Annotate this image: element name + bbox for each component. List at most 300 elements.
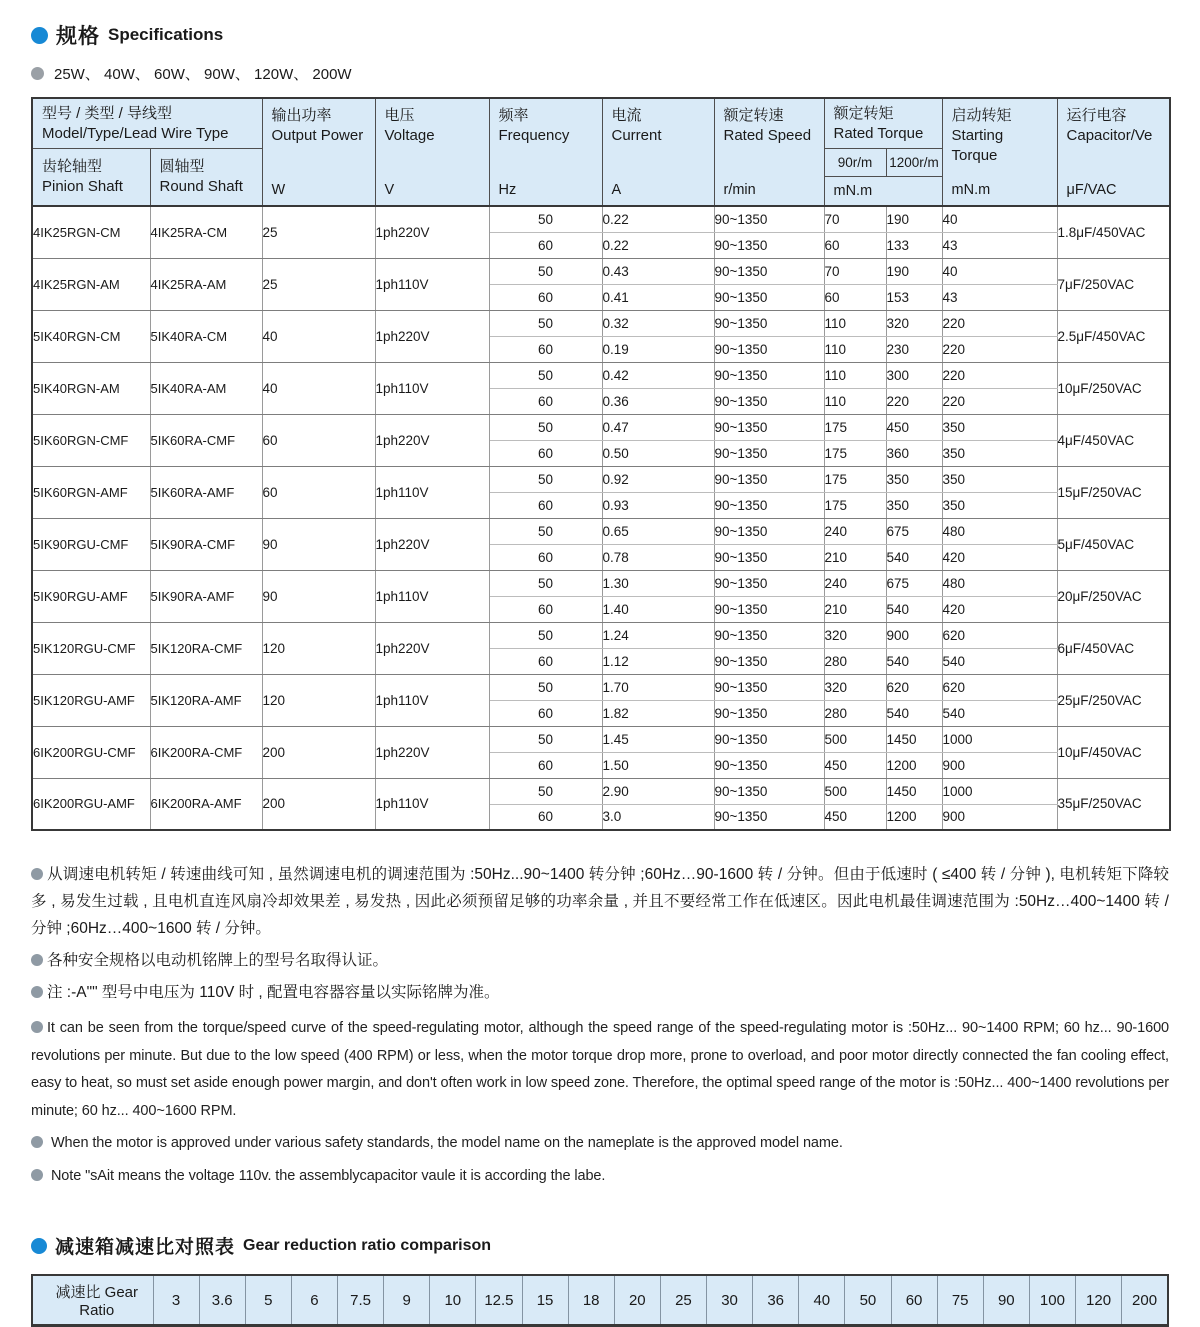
specifications-heading <box>31 20 1169 50</box>
header-capacitor-zh: 运行电容 <box>1066 107 1127 124</box>
gear-title-zh: 减速箱减速比对照表 <box>55 1237 236 1258</box>
frequency-cell: 50 <box>489 570 602 596</box>
header-capacitor-en: Capacitor/Ve <box>1066 127 1153 144</box>
header-current <box>602 98 714 206</box>
note-bullet-icon <box>31 954 43 966</box>
torque-90-cell: 175 <box>824 440 886 466</box>
frequency-cell: 60 <box>489 648 602 674</box>
model-pinion-cell: 5IK90RGU-CMF <box>32 518 150 570</box>
header-starting-unit: mN.m <box>951 182 991 198</box>
torque-1200-cell: 300 <box>886 362 942 388</box>
spec-table-row <box>32 518 1170 544</box>
output-power-cell: 200 <box>262 726 375 778</box>
model-pinion-cell: 5IK60RGN-AMF <box>32 466 150 518</box>
header-round-en: Round Shaft <box>159 178 243 195</box>
torque-90-cell: 110 <box>824 388 886 414</box>
torque-1200-cell: 620 <box>886 674 942 700</box>
model-pinion-cell: 5IK40RGN-AM <box>32 362 150 414</box>
current-cell: 1.82 <box>602 700 714 726</box>
voltage-cell: 1ph110V <box>375 570 489 622</box>
starting-torque-cell: 420 <box>942 544 1057 570</box>
current-cell: 0.93 <box>602 492 714 518</box>
spec-table-row <box>32 778 1170 804</box>
gear-ratio-value-cell: 9 <box>384 1275 430 1326</box>
voltage-cell: 1ph220V <box>375 414 489 466</box>
output-power-cell: 60 <box>262 466 375 518</box>
header-starting-torque <box>942 98 1057 206</box>
torque-90-cell: 70 <box>824 258 886 284</box>
note-en-1-text: It can be seen from the torque/speed curve of the speed-regulating motor, although the speed range of the speed-regulating motor is :50Hz... 90~1400 RPM; 60 hz... 90-1600 revolutions per minute. But due to the low speed (400 RPM) or less, when the motor torque drop more, prone to overload, and poor motor directly connected the fan cooling effect, easy to heat, so must set aside enough power margin, and don't often work in low speed zone. Therefore, the optimal speed range of the motor is :50Hz... 400~1400 revolutions per minute; 60 hz... 400~1600 RPM. <box>31 1020 1169 1119</box>
header-rated-torque <box>824 98 942 149</box>
torque-90-cell: 450 <box>824 752 886 778</box>
starting-torque-cell: 620 <box>942 622 1057 648</box>
starting-torque-cell: 43 <box>942 232 1057 258</box>
header-round-zh: 圆轴型 <box>159 158 205 175</box>
gear-ratio-label-cell: 减速比 Gear Ratio <box>32 1275 153 1326</box>
current-cell: 1.24 <box>602 622 714 648</box>
torque-1200-cell: 320 <box>886 310 942 336</box>
model-round-cell: 6IK200RA-CMF <box>150 726 262 778</box>
gear-ratio-value-cell: 3.6 <box>199 1275 245 1326</box>
starting-torque-cell: 40 <box>942 258 1057 284</box>
frequency-cell: 60 <box>489 440 602 466</box>
torque-1200-cell: 540 <box>886 648 942 674</box>
current-cell: 0.42 <box>602 362 714 388</box>
starting-torque-cell: 220 <box>942 336 1057 362</box>
header-pinion-zh: 齿轮轴型 <box>42 158 103 175</box>
header-frequency <box>489 98 602 206</box>
output-power-cell: 90 <box>262 518 375 570</box>
gear-ratio-value-cell: 12.5 <box>476 1275 522 1326</box>
torque-1200-cell: 230 <box>886 336 942 362</box>
header-rated-speed <box>714 98 824 206</box>
torque-90-cell: 175 <box>824 466 886 492</box>
rated-speed-cell: 90~1350 <box>714 726 824 752</box>
frequency-cell: 60 <box>489 752 602 778</box>
header-starting-zh: 启动转矩 <box>951 107 1012 124</box>
current-cell: 0.41 <box>602 284 714 310</box>
spec-table-row <box>32 570 1170 596</box>
torque-90-cell: 60 <box>824 232 886 258</box>
wattage-subtitle <box>31 63 1169 84</box>
torque-90-cell: 280 <box>824 700 886 726</box>
rated-speed-cell: 90~1350 <box>714 362 824 388</box>
gear-ratio-value-cell: 6 <box>291 1275 337 1326</box>
note-en-line <box>31 1163 1169 1191</box>
starting-torque-cell: 220 <box>942 310 1057 336</box>
model-pinion-cell: 5IK60RGN-CMF <box>32 414 150 466</box>
page-title-en: Specifications <box>108 25 224 44</box>
header-voltage <box>375 98 489 206</box>
header-voltage-unit: V <box>384 182 395 198</box>
torque-90-cell: 175 <box>824 414 886 440</box>
spec-table-row <box>32 466 1170 492</box>
notes-english <box>31 1015 1169 1190</box>
gear-ratio-value-cell: 20 <box>614 1275 660 1326</box>
header-torque-unit-text: mN.m <box>833 182 873 199</box>
header-pinion-shaft <box>32 149 150 207</box>
voltage-cell: 1ph110V <box>375 466 489 518</box>
note-zh-1-text: 从调速电机转矩 / 转速曲线可知 , 虽然调速电机的调速范围为 :50Hz...90~1400 转分钟 ;60Hz…90-1600 转 / 分钟。但由于低速时 ( ≤400 转 / 分钟 ), 电机转矩下降较多 , 易发生过载 , 且电机直连风扇冷却效果差 , 易发热 , 因此必须预留足够的功率余量 , 并且不要经常工作在低速区。因此电机最佳调速范围为 :50Hz…400~1400 转 / 分钟 ;60Hz…400~1600 转 / 分钟。 <box>31 866 1169 937</box>
header-voltage-zh: 电压 <box>384 107 415 124</box>
torque-90-cell: 320 <box>824 674 886 700</box>
starting-torque-cell: 350 <box>942 466 1057 492</box>
torque-1200-cell: 190 <box>886 258 942 284</box>
current-cell: 0.32 <box>602 310 714 336</box>
output-power-cell: 40 <box>262 362 375 414</box>
frequency-cell: 60 <box>489 388 602 414</box>
torque-1200-cell: 1450 <box>886 778 942 804</box>
frequency-cell: 50 <box>489 414 602 440</box>
rated-speed-cell: 90~1350 <box>714 778 824 804</box>
model-round-cell: 5IK40RA-CM <box>150 310 262 362</box>
voltage-cell: 1ph110V <box>375 778 489 830</box>
torque-1200-cell: 350 <box>886 466 942 492</box>
output-power-cell: 120 <box>262 674 375 726</box>
starting-torque-cell: 350 <box>942 414 1057 440</box>
spec-table-row <box>32 206 1170 232</box>
model-round-cell: 4IK25RA-CM <box>150 206 262 258</box>
model-round-cell: 5IK120RA-CMF <box>150 622 262 674</box>
starting-torque-cell: 40 <box>942 206 1057 232</box>
torque-1200-cell: 675 <box>886 570 942 596</box>
starting-torque-cell: 900 <box>942 804 1057 830</box>
note-en-3-text: Note "sAit means the voltage 110v. the assemblycapacitor vaule it is according the labe. <box>50 1167 606 1184</box>
rated-speed-cell: 90~1350 <box>714 804 824 830</box>
frequency-cell: 50 <box>489 674 602 700</box>
model-pinion-cell: 6IK200RGU-AMF <box>32 778 150 830</box>
header-starting-en: Starting Torque <box>951 127 1004 164</box>
gear-ratio-value-cell: 36 <box>753 1275 799 1326</box>
starting-torque-cell: 43 <box>942 284 1057 310</box>
current-cell: 1.45 <box>602 726 714 752</box>
starting-torque-cell: 350 <box>942 440 1057 466</box>
starting-torque-cell: 540 <box>942 648 1057 674</box>
frequency-cell: 50 <box>489 206 602 232</box>
starting-torque-cell: 220 <box>942 388 1057 414</box>
frequency-cell: 60 <box>489 336 602 362</box>
model-pinion-cell: 6IK200RGU-CMF <box>32 726 150 778</box>
header-current-en: Current <box>611 127 662 144</box>
header-torque-en: Rated Torque <box>833 125 924 142</box>
starting-torque-cell: 220 <box>942 362 1057 388</box>
current-cell: 0.50 <box>602 440 714 466</box>
starting-torque-cell: 350 <box>942 492 1057 518</box>
gear-ratio-value-cell: 7.5 <box>338 1275 384 1326</box>
model-round-cell: 5IK40RA-AM <box>150 362 262 414</box>
current-cell: 1.50 <box>602 752 714 778</box>
note-bullet-icon <box>31 1169 43 1181</box>
torque-90-cell: 60 <box>824 284 886 310</box>
current-cell: 0.78 <box>602 544 714 570</box>
frequency-cell: 50 <box>489 362 602 388</box>
header-current-unit: A <box>611 182 622 198</box>
frequency-cell: 50 <box>489 258 602 284</box>
frequency-cell: 50 <box>489 778 602 804</box>
torque-90-cell: 175 <box>824 492 886 518</box>
rated-speed-cell: 90~1350 <box>714 492 824 518</box>
model-round-cell: 5IK90RA-CMF <box>150 518 262 570</box>
rated-speed-cell: 90~1350 <box>714 596 824 622</box>
model-round-cell: 4IK25RA-AM <box>150 258 262 310</box>
note-bullet-icon <box>31 1136 43 1148</box>
wattage-list: 25W、 40W、 60W、 90W、 120W、 200W <box>54 66 352 83</box>
header-frequency-zh: 频率 <box>498 107 529 124</box>
voltage-cell: 1ph110V <box>375 258 489 310</box>
header-pinion-en: Pinion Shaft <box>42 178 123 195</box>
torque-90-cell: 70 <box>824 206 886 232</box>
torque-90-cell: 450 <box>824 804 886 830</box>
output-power-cell: 200 <box>262 778 375 830</box>
gear-ratio-value-cell: 25 <box>660 1275 706 1326</box>
notes-chinese <box>31 861 1169 1006</box>
frequency-cell: 50 <box>489 518 602 544</box>
capacitor-cell: 4μF/450VAC <box>1057 414 1170 466</box>
gear-ratio-value-cell: 60 <box>891 1275 937 1326</box>
gear-ratio-value-cell: 30 <box>707 1275 753 1326</box>
voltage-cell: 1ph220V <box>375 206 489 258</box>
torque-90-cell: 110 <box>824 362 886 388</box>
torque-1200-cell: 153 <box>886 284 942 310</box>
output-power-cell: 25 <box>262 258 375 310</box>
model-pinion-cell: 5IK120RGU-AMF <box>32 674 150 726</box>
torque-1200-cell: 133 <box>886 232 942 258</box>
spec-table-row <box>32 414 1170 440</box>
current-cell: 0.92 <box>602 466 714 492</box>
frequency-cell: 60 <box>489 492 602 518</box>
current-cell: 0.19 <box>602 336 714 362</box>
rated-speed-cell: 90~1350 <box>714 466 824 492</box>
capacitor-cell: 35μF/250VAC <box>1057 778 1170 830</box>
current-cell: 1.70 <box>602 674 714 700</box>
header-output-power <box>262 98 375 206</box>
rated-speed-cell: 90~1350 <box>714 570 824 596</box>
torque-1200-cell: 450 <box>886 414 942 440</box>
header-model-en: Model/Type/Lead Wire Type <box>42 125 229 142</box>
header-torque-zh: 额定转矩 <box>833 105 894 122</box>
torque-1200-cell: 1450 <box>886 726 942 752</box>
current-cell: 3.0 <box>602 804 714 830</box>
model-pinion-cell: 5IK90RGU-AMF <box>32 570 150 622</box>
torque-90-cell: 210 <box>824 596 886 622</box>
gear-ratio-value-cell: 200 <box>1122 1275 1168 1326</box>
torque-1200-cell: 675 <box>886 518 942 544</box>
spec-table <box>31 97 1171 831</box>
header-capacitor-unit: μF/VAC <box>1066 182 1117 198</box>
starting-torque-cell: 480 <box>942 518 1057 544</box>
torque-90-cell: 240 <box>824 570 886 596</box>
section-bullet-icon <box>31 27 48 44</box>
capacitor-cell: 20μF/250VAC <box>1057 570 1170 622</box>
gear-ratio-value-cell: 5 <box>245 1275 291 1326</box>
header-torque-1200rm: 1200r/m <box>886 149 942 177</box>
rated-speed-cell: 90~1350 <box>714 674 824 700</box>
voltage-cell: 1ph110V <box>375 674 489 726</box>
model-round-cell: 5IK120RA-AMF <box>150 674 262 726</box>
torque-90-cell: 280 <box>824 648 886 674</box>
header-voltage-en: Voltage <box>384 127 435 144</box>
header-current-zh: 电流 <box>611 107 642 124</box>
note-bullet-icon <box>31 868 43 880</box>
header-torque-90rm: 90r/m <box>824 149 886 177</box>
torque-1200-cell: 350 <box>886 492 942 518</box>
gear-ratio-value-cell: 100 <box>1029 1275 1075 1326</box>
note-en-paragraph <box>31 1015 1169 1125</box>
header-power-zh: 输出功率 <box>271 107 332 124</box>
current-cell: 0.36 <box>602 388 714 414</box>
frequency-cell: 60 <box>489 596 602 622</box>
rated-speed-cell: 90~1350 <box>714 336 824 362</box>
gear-ratio-row <box>32 1275 1168 1326</box>
header-capacitor <box>1057 98 1170 206</box>
capacitor-cell: 5μF/450VAC <box>1057 518 1170 570</box>
note-zh-paragraph <box>31 861 1169 942</box>
gear-ratio-value-cell: 50 <box>845 1275 891 1326</box>
capacitor-cell: 7μF/250VAC <box>1057 258 1170 310</box>
frequency-cell: 60 <box>489 284 602 310</box>
rated-speed-cell: 90~1350 <box>714 232 824 258</box>
header-speed-unit: r/min <box>723 182 756 198</box>
capacitor-cell: 15μF/250VAC <box>1057 466 1170 518</box>
torque-1200-cell: 1200 <box>886 804 942 830</box>
spec-table-row <box>32 674 1170 700</box>
torque-90-cell: 320 <box>824 622 886 648</box>
torque-90-cell: 240 <box>824 518 886 544</box>
current-cell: 0.47 <box>602 414 714 440</box>
model-pinion-cell: 5IK120RGU-CMF <box>32 622 150 674</box>
voltage-cell: 1ph110V <box>375 362 489 414</box>
section-bullet-icon <box>31 1238 47 1254</box>
voltage-cell: 1ph220V <box>375 726 489 778</box>
note-zh-3-text: 注 :-A"" 型号中电压为 110V 时 , 配置电容器容量以实际铭牌为准。 <box>47 984 500 1001</box>
subtitle-bullet-icon <box>31 67 44 80</box>
gear-ratio-value-cell: 40 <box>799 1275 845 1326</box>
rated-speed-cell: 90~1350 <box>714 622 824 648</box>
torque-1200-cell: 900 <box>886 622 942 648</box>
gear-ratio-value-cell: 3 <box>153 1275 199 1326</box>
note-zh-line <box>31 947 1169 974</box>
rated-speed-cell: 90~1350 <box>714 206 824 232</box>
header-round-shaft <box>150 149 262 207</box>
spec-table-header <box>32 98 1170 206</box>
gear-ratio-value-cell: 120 <box>1076 1275 1122 1326</box>
torque-1200-cell: 1200 <box>886 752 942 778</box>
torque-1200-cell: 540 <box>886 544 942 570</box>
capacitor-cell: 2.5μF/450VAC <box>1057 310 1170 362</box>
current-cell: 1.12 <box>602 648 714 674</box>
header-model <box>32 98 262 149</box>
note-bullet-icon <box>31 986 43 998</box>
frequency-cell: 60 <box>489 804 602 830</box>
starting-torque-cell: 480 <box>942 570 1057 596</box>
voltage-cell: 1ph220V <box>375 310 489 362</box>
frequency-cell: 60 <box>489 544 602 570</box>
header-power-en: Output Power <box>271 127 364 144</box>
torque-1200-cell: 190 <box>886 206 942 232</box>
current-cell: 0.22 <box>602 206 714 232</box>
starting-torque-cell: 900 <box>942 752 1057 778</box>
rated-speed-cell: 90~1350 <box>714 752 824 778</box>
gear-ratio-value-cell: 90 <box>983 1275 1029 1326</box>
spec-table-row <box>32 258 1170 284</box>
note-en-2-text: When the motor is approved under various safety standards, the model name on the nameplate is the approved model name. <box>50 1135 843 1151</box>
frequency-cell: 60 <box>489 232 602 258</box>
rated-speed-cell: 90~1350 <box>714 544 824 570</box>
output-power-cell: 60 <box>262 414 375 466</box>
output-power-cell: 90 <box>262 570 375 622</box>
model-round-cell: 5IK60RA-AMF <box>150 466 262 518</box>
current-cell: 1.30 <box>602 570 714 596</box>
torque-90-cell: 500 <box>824 778 886 804</box>
starting-torque-cell: 1000 <box>942 778 1057 804</box>
gear-ratio-heading <box>31 1232 1169 1259</box>
current-cell: 1.40 <box>602 596 714 622</box>
torque-90-cell: 110 <box>824 310 886 336</box>
gear-ratio-value-cell: 10 <box>430 1275 476 1326</box>
spec-table-row <box>32 726 1170 752</box>
note-zh-2-text: 各种安全规格以电动机铭牌上的型号名取得认证。 <box>47 952 389 969</box>
torque-1200-cell: 220 <box>886 388 942 414</box>
rated-speed-cell: 90~1350 <box>714 388 824 414</box>
gear-title-en: Gear reduction ratio comparison <box>243 1236 492 1254</box>
model-pinion-cell: 4IK25RGN-AM <box>32 258 150 310</box>
starting-torque-cell: 540 <box>942 700 1057 726</box>
frequency-cell: 50 <box>489 622 602 648</box>
model-round-cell: 5IK60RA-CMF <box>150 414 262 466</box>
starting-torque-cell: 620 <box>942 674 1057 700</box>
rated-speed-cell: 90~1350 <box>714 518 824 544</box>
voltage-cell: 1ph220V <box>375 518 489 570</box>
model-pinion-cell: 4IK25RGN-CM <box>32 206 150 258</box>
rated-speed-cell: 90~1350 <box>714 648 824 674</box>
header-frequency-unit: Hz <box>498 182 517 198</box>
torque-90-cell: 500 <box>824 726 886 752</box>
starting-torque-cell: 1000 <box>942 726 1057 752</box>
spec-table-row <box>32 622 1170 648</box>
spec-table-body <box>32 206 1170 830</box>
rated-speed-cell: 90~1350 <box>714 310 824 336</box>
header-torque-unit <box>824 176 942 206</box>
gear-ratio-value-cell: 18 <box>568 1275 614 1326</box>
spec-table-row <box>32 310 1170 336</box>
output-power-cell: 40 <box>262 310 375 362</box>
frequency-cell: 60 <box>489 700 602 726</box>
voltage-cell: 1ph220V <box>375 622 489 674</box>
torque-90-cell: 110 <box>824 336 886 362</box>
frequency-cell: 50 <box>489 466 602 492</box>
frequency-cell: 50 <box>489 726 602 752</box>
frequency-cell: 50 <box>489 310 602 336</box>
header-frequency-en: Frequency <box>498 127 570 144</box>
note-en-line <box>31 1130 1169 1158</box>
current-cell: 2.90 <box>602 778 714 804</box>
output-power-cell: 120 <box>262 622 375 674</box>
spec-table-row <box>32 362 1170 388</box>
current-cell: 0.43 <box>602 258 714 284</box>
current-cell: 0.65 <box>602 518 714 544</box>
gear-ratio-value-cell: 75 <box>937 1275 983 1326</box>
torque-1200-cell: 540 <box>886 596 942 622</box>
capacitor-cell: 25μF/250VAC <box>1057 674 1170 726</box>
model-pinion-cell: 5IK40RGN-CM <box>32 310 150 362</box>
torque-1200-cell: 540 <box>886 700 942 726</box>
rated-speed-cell: 90~1350 <box>714 258 824 284</box>
gear-ratio-value-cell: 15 <box>522 1275 568 1326</box>
rated-speed-cell: 90~1350 <box>714 284 824 310</box>
header-power-unit: W <box>271 182 286 198</box>
torque-1200-cell: 360 <box>886 440 942 466</box>
note-zh-line <box>31 979 1169 1006</box>
